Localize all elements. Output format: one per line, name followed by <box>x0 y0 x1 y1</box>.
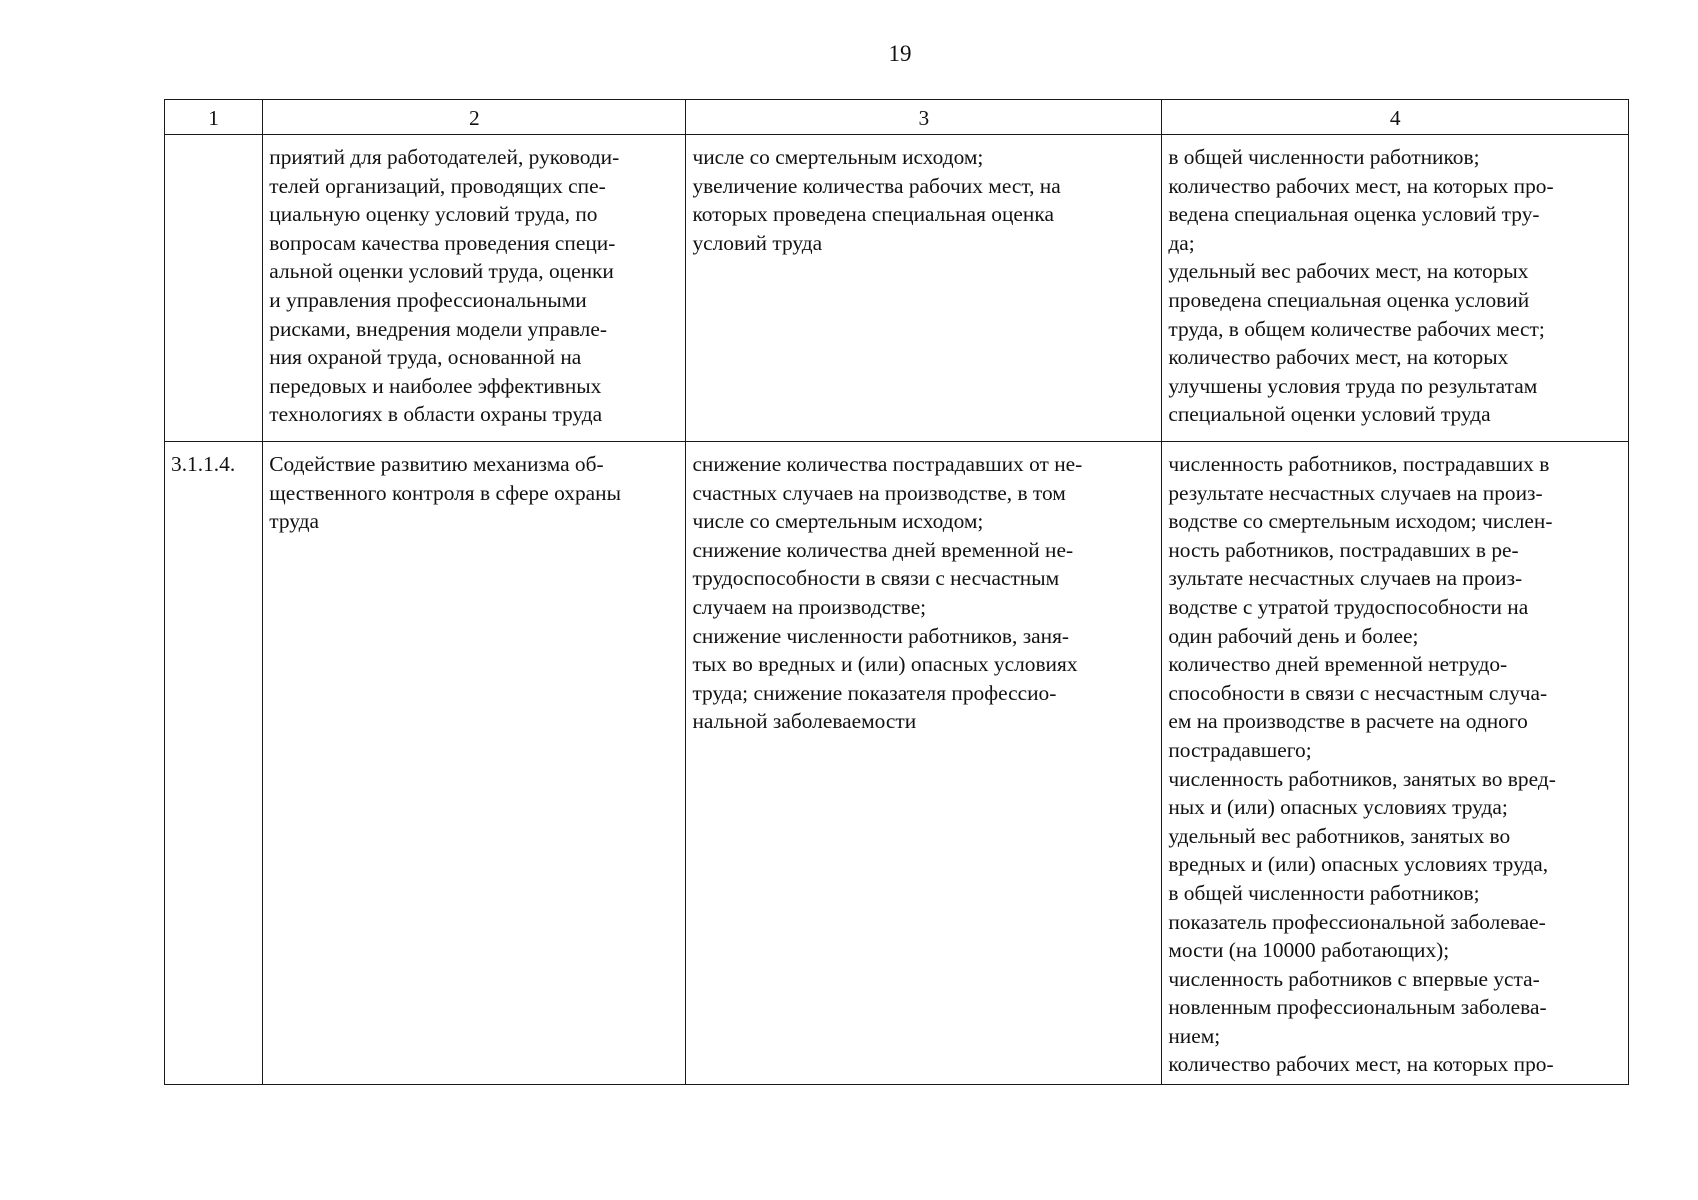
table-header-row <box>165 100 1629 135</box>
result-cell: снижение количества пострадавших от не- счастных случаев на производстве, в том числе со смертельным исходом; снижение количества дней временной не- трудоспособности в связи с несчастным случаем на производстве; снижение численности работников, заня- тых во вредных и (или) опасных условиях труда; снижение показателя профессио- нальной заболеваемости <box>686 442 1162 1085</box>
result-cell: числе со смертельным исходом; увеличение количества рабочих мест, на которых проведена специальная оценка условий труда <box>686 135 1162 442</box>
header-cell-4: 4 <box>1162 100 1629 135</box>
row-number-cell: 3.1.1.4. <box>165 442 263 1085</box>
header-cell-1: 1 <box>165 100 263 135</box>
indicators-cell: численность работников, пострадавших в результате несчастных случаев на произ- водстве со смертельным исходом; числен- ность работников, пострадавших в ре- зультате несчастных случаев на произ- водстве с утратой трудоспособности на один рабочий день и более; количество дней временной нетрудо- способности в связи с несчастным случа- ем на производстве в расчете на одного пострадавшего; численность работников, занятых во вред- ных и (или) опасных условиях труда; удельный вес работников, занятых во вредных и (или) опасных условиях труда, в общей численности работников; показатель профессиональной заболевае- мости (на 10000 работающих); численность работников с впервые уста- новленным профессиональным заболева- нием; количество рабочих мест, на которых про- <box>1162 442 1629 1085</box>
header-cell-2: 2 <box>263 100 686 135</box>
row-number-cell <box>165 135 263 442</box>
header-cell-3: 3 <box>686 100 1162 135</box>
table-row <box>165 135 1629 442</box>
measure-cell: Содействие развитию механизма об- щественного контроля в сфере охраны труда <box>263 442 686 1085</box>
indicators-cell: в общей численности работников; количество рабочих мест, на которых про- ведена специальная оценка условий тру- да; удельный вес рабочих мест, на которых проведена специальная оценка условий труда, в общем количестве рабочих мест; количество рабочих мест, на которых улучшены условия труда по результатам специальной оценки условий труда <box>1162 135 1629 442</box>
measure-cell: приятий для работодателей, руководи- телей организаций, проводящих спе- циальную оценку условий труда, по вопросам качества проведения специ- альной оценки условий труда, оценки и управления профессиональными рисками, внедрения модели управле- ния охраной труда, основанной на передовых и наиболее эффективных технологиях в области охраны труда <box>263 135 686 442</box>
table-row <box>165 442 1629 1085</box>
page-number: 19 <box>888 41 912 66</box>
measures-table <box>164 99 1629 1085</box>
